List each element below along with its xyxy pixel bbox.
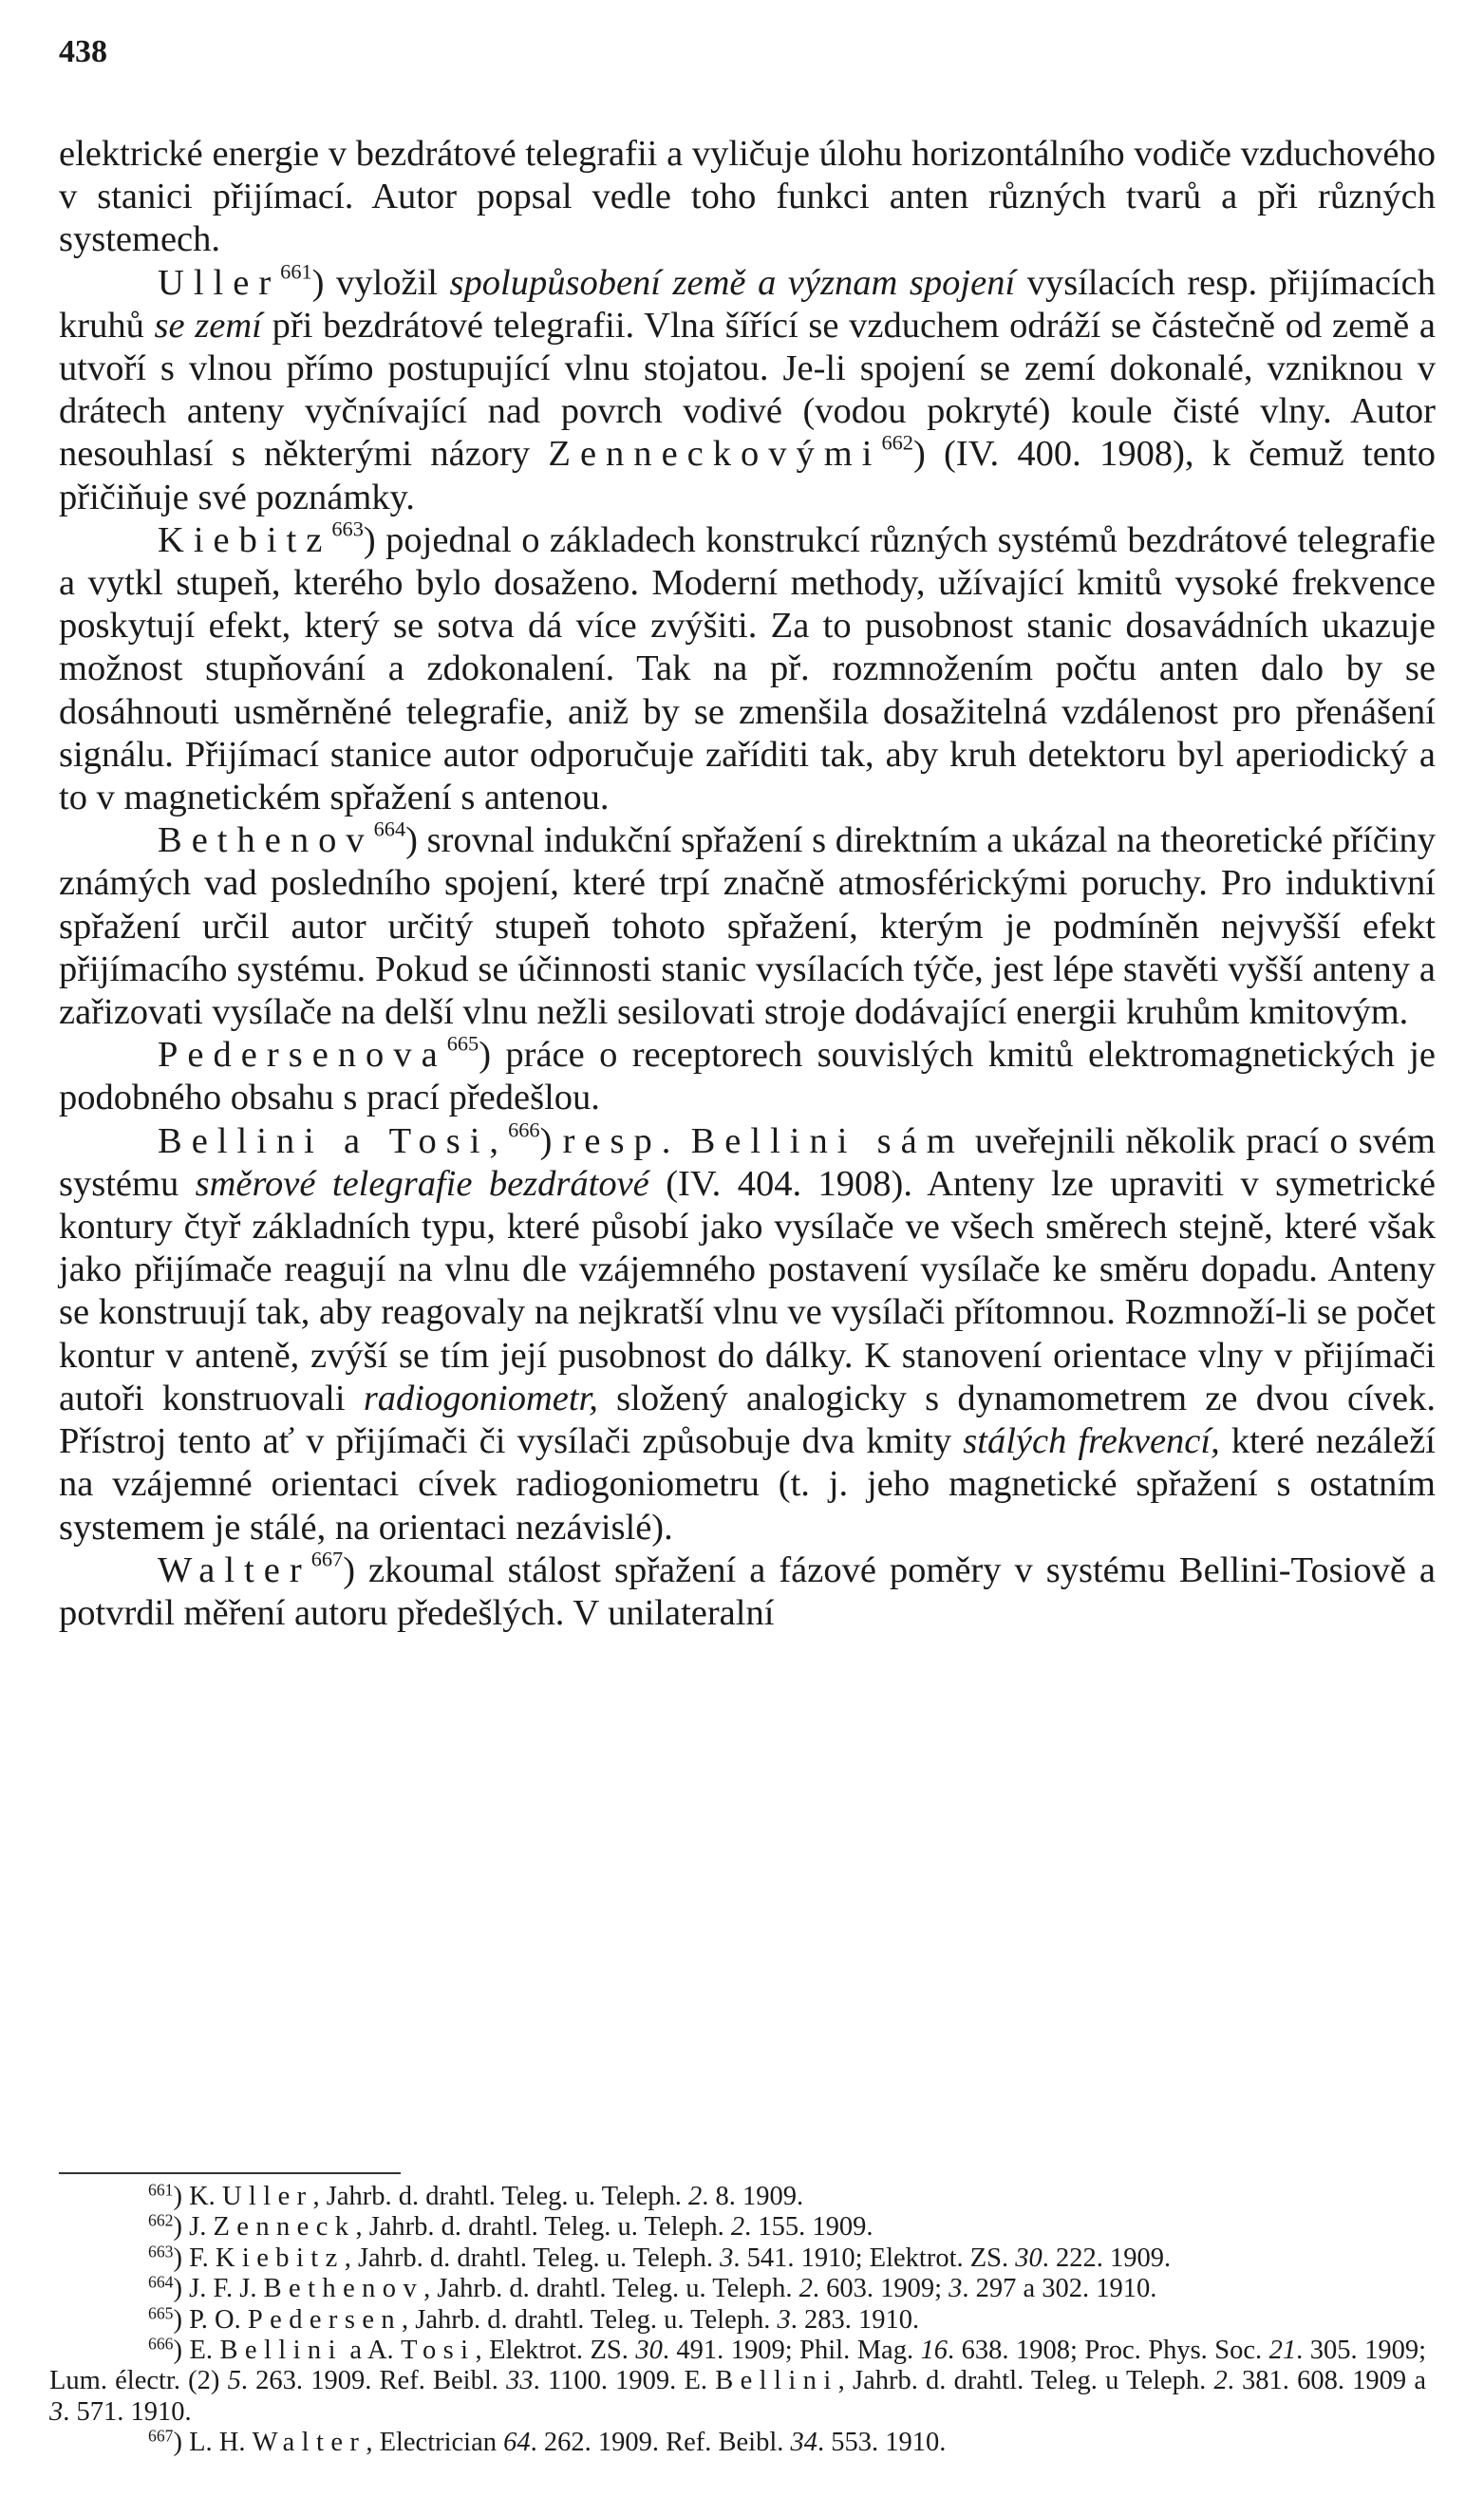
italic-text: 2	[730, 2212, 745, 2243]
text-run: . 263. 1909. Ref. Beibl.	[240, 2366, 507, 2396]
spaced-name: Bellini a Tosi,	[158, 1120, 509, 1161]
footnote	[49, 2243, 1426, 2274]
italic-text: 30	[635, 2336, 663, 2366]
text-run: . 262. 1909. Ref. Beibl.	[530, 2428, 791, 2458]
italic-text: 21	[1268, 2336, 1297, 2366]
paragraph	[59, 516, 1436, 819]
footnote	[49, 2302, 1426, 2336]
text-run: ) P. O.	[173, 2304, 248, 2335]
text-run: , Jahrb. d. drahtl. Teleg. u. Teleph.	[344, 2243, 721, 2273]
footnote-ref: 661	[280, 258, 312, 283]
italic-text: 64	[503, 2428, 531, 2458]
footnote-number: 662	[148, 2210, 174, 2230]
paragraph	[59, 133, 1436, 262]
footnote-ref: 667	[310, 1546, 344, 1570]
text-run: ) F.	[173, 2243, 216, 2273]
italic-text: radiogoniometr,	[363, 1378, 598, 1418]
spaced-name: Bellini sám	[690, 1120, 965, 1161]
spaced-name: Kiebitz	[215, 2243, 345, 2273]
spaced-name: Uller	[158, 262, 281, 303]
footnote-number: 663	[148, 2242, 174, 2262]
footnote-ref: 662	[881, 430, 913, 455]
text-run: . 283. 1910.	[790, 2304, 920, 2335]
paragraph	[59, 1117, 1437, 1549]
spaced-name: Pedersenova	[158, 1035, 447, 1076]
italic-text: spolupůsobení země a význam spojení	[449, 262, 1016, 303]
text-run: . 381. 608. 1909 a	[1227, 2366, 1426, 2396]
footnote	[49, 2428, 1426, 2458]
spaced-name: Pedersen	[247, 2304, 403, 2335]
footnote	[49, 2212, 1426, 2243]
footnote-ref: 666	[508, 1117, 540, 1141]
text-run: vysílacích resp. přijímacích kruhů	[59, 262, 1437, 346]
spaced-name: Uller	[221, 2182, 313, 2211]
paragraph	[59, 816, 1436, 1034]
text-run: ) srovnal indukční spřažení s direktním a ukázal na theoretické příčiny známých vad posledního spojení, které trpí značně atmosférickými poruchy. Pro induktivní spřažení určil autor určitý stupeň tohoto spřažení, kterým je podmíněn nejvyšší efekt přijímacího systému. Pokud se účinnosti stanic vysílacích týče, jest lépe stavěti vyšší anteny a zařizovati vysílače na delší vlnu nežli sesilovati stroje dodávající energii kruhům kmitovým.	[59, 820, 1436, 1033]
italic-text: 2	[798, 2274, 813, 2304]
text-run: ) K.	[173, 2182, 222, 2211]
text-run: ) zkoumal stálost spřažení a fázové poměry v systému Bellini-Tosiově a potvrdil měření autoru předešlých. V unilateralní	[59, 1549, 1436, 1633]
footnote-ref: 663	[331, 516, 364, 541]
italic-text: 33	[506, 2366, 534, 2396]
page-number: 438	[59, 34, 107, 69]
text-run: ) pojednal o základech konstrukcí různých systémů bezdrátové telegrafie a vytkl stupeň, kterého bylo dosaženo. Moderní methody, užívající kmitů vysoké frekvence poskytují efekt, který se sotva dá více zvýšiti. Za to pusobnost stanic dosavádních ukazuje možnost stupňování a zdokonalení. Tak na př. rozmnožením počtu anten dalo by se dosáhnouti usměrněné telegrafie, aniž by se zmenšila dosažitelná vzdálenost pro přenášení signálu. Přijímací stanice autor odporučuje zaříditi tak, aby kruh detektoru byl aperiodický a to v magnetickém spřažení s antenou.	[59, 519, 1436, 818]
text-run: )	[539, 1120, 563, 1161]
text-run: , Electrician	[366, 2428, 504, 2458]
footnote-ref: 665	[446, 1031, 479, 1056]
text-run: . 222. 1909.	[1042, 2243, 1172, 2273]
spaced-name: Bethenov	[158, 820, 374, 861]
footnote-ref: 664	[373, 816, 406, 841]
text-run: (IV. 404. 1908). Anteny lze upraviti v symetrické kontury čtyř základních typu, které působí jako vysílače ve všech směrech stejně, které však jako přijímače reagují na vlnu dle vzájemného postavení vysílače ke směru dopadu. Anteny se konstruují tak, aby reagovaly na nejkratší vlnu ve vysílači přítomnou. Rozmnoží-li se počet kontur v anteně, zvýší se tím její pusobnost do dálky. K stanovení orientace vlny v přijímači autoři konstruovali	[59, 1163, 1437, 1418]
paragraph	[59, 1546, 1436, 1635]
italic-text: 2	[688, 2182, 703, 2211]
text-run: , Elektrot. ZS.	[475, 2336, 636, 2366]
text-run: ) práce o receptorech souvislých kmitů elektromagnetických je podobného obsahu s prací předešlou.	[59, 1035, 1436, 1118]
text-run: ) (IV. 400. 1908), k čemuž tento přičiňuje své poznámky.	[59, 434, 1436, 517]
text-run: . 541. 1910; Elektrot. ZS.	[733, 2243, 1016, 2273]
footnote-number: 666	[148, 2334, 174, 2354]
body-text	[59, 133, 1436, 1635]
italic-text: 34	[790, 2428, 818, 2458]
text-run: . 491. 1909; Phil. Mag.	[662, 2336, 921, 2366]
text-run: a A.	[342, 2336, 402, 2366]
text-run: při bezdrátové telegrafii. Vlna šířící se vzduchem odráží se částečně od země a utvoří s vlnou přímo postupující vlnu stojatou. Je-li spojení se zemí dokonalé, vzniknou v drátech anteny vyčnívající nad povrch vodivé (vodou pokryté) koule čisté vlny. Autor nesouhlasí s některými názory	[59, 305, 1436, 475]
spaced-name: Kiebitz	[158, 519, 332, 560]
italic-text: 5	[227, 2366, 241, 2396]
footnote-number: 665	[148, 2302, 174, 2322]
text-run: složený analogicky s dynamometrem ze dvou cívek. Přístroj tento ať v přijímači či vysílači způsobuje dva kmity	[59, 1378, 1436, 1462]
text-run: . 603. 1909;	[812, 2274, 949, 2304]
italic-text: 3	[49, 2396, 64, 2427]
spaced-name: Zenneck	[213, 2212, 356, 2243]
text-run: které nezáleží na vzájemné orientaci cívek radiogoniometru (t. j. jeho magnetické spřažení s ostatním systemem je stálé, na orientaci nezávislé).	[59, 1421, 1436, 1548]
text-run: . 305. 1909; Lum. électr. (2)	[49, 2336, 1426, 2396]
spaced-name: Tosi	[401, 2336, 476, 2366]
text-run: ) L. H.	[173, 2428, 253, 2458]
text-run: ) E.	[173, 2336, 220, 2366]
footnotes	[49, 2182, 1426, 2459]
spaced-name: Bethenov	[263, 2274, 424, 2304]
text-run: ) vyložil	[311, 262, 450, 303]
paragraph	[59, 258, 1437, 519]
italic-text: 2	[1213, 2366, 1228, 2396]
text-run: . 571. 1910.	[63, 2396, 192, 2427]
spaced-name: Bellini	[715, 2366, 838, 2396]
footnote-divider	[59, 2172, 401, 2174]
text-run: . 553. 1910.	[817, 2428, 947, 2458]
text-run: . 297 a 302. 1910.	[962, 2274, 1157, 2304]
text-run: . 638. 1908; Proc. Phys. Soc.	[948, 2336, 1269, 2366]
footnote	[49, 2182, 1426, 2212]
text-run: , Jahrb. d. drahtl. Teleg. u. Teleph.	[402, 2304, 778, 2335]
spaced-name: Bellini	[219, 2336, 343, 2366]
spaced-name: Walter	[252, 2428, 366, 2458]
text-run: uveřejnili několik prací o svém systému	[59, 1120, 1437, 1204]
text-run: . 1100. 1909. E.	[533, 2366, 716, 2396]
footnote	[49, 2336, 1426, 2428]
text-run: . 155. 1909.	[744, 2212, 873, 2243]
italic-text: 30	[1015, 2243, 1043, 2273]
text-run: ) J.	[173, 2212, 214, 2243]
text-run: , Jahrb. d. drahtl. Teleg. u. Teleph.	[423, 2274, 799, 2304]
italic-text: se zemí	[154, 305, 262, 346]
italic-text: 16	[920, 2336, 949, 2366]
footnote-number: 667	[148, 2426, 174, 2446]
text-run	[680, 1121, 690, 1161]
italic-text: stálých frekvencí,	[963, 1421, 1220, 1462]
text-run: elektrické energie v bezdrátové telegrafii a vyličuje úlohu horizontálního vodiče vzduchového v stanici přijímací. Autor popsal vedle toho funkci anten různých tvarů a při různých systemech.	[59, 134, 1436, 260]
text-run: , Jahrb. d. drahtl. Teleg. u Teleph.	[837, 2366, 1214, 2396]
text-run: ) J. F. J.	[173, 2274, 264, 2304]
footnote-number: 661	[148, 2180, 174, 2200]
footnote	[49, 2274, 1426, 2304]
text-run: . 8. 1909.	[702, 2182, 804, 2211]
italic-text: směrové telegrafie bezdrátové	[195, 1163, 649, 1204]
paragraph	[59, 1031, 1436, 1119]
spaced-name: Walter	[158, 1549, 311, 1590]
text-run: , Jahrb. d. drahtl. Teleg. u. Teleph.	[312, 2182, 688, 2211]
footnote-number: 664	[148, 2272, 174, 2292]
italic-text: 3	[949, 2274, 963, 2304]
spaced-name: resp.	[562, 1120, 681, 1161]
spaced-name: Zenneckovými	[548, 434, 882, 475]
text-run: , Jahrb. d. drahtl. Teleg. u. Teleph.	[355, 2212, 731, 2243]
italic-text: 3	[777, 2304, 791, 2335]
italic-text: 3	[720, 2243, 734, 2273]
